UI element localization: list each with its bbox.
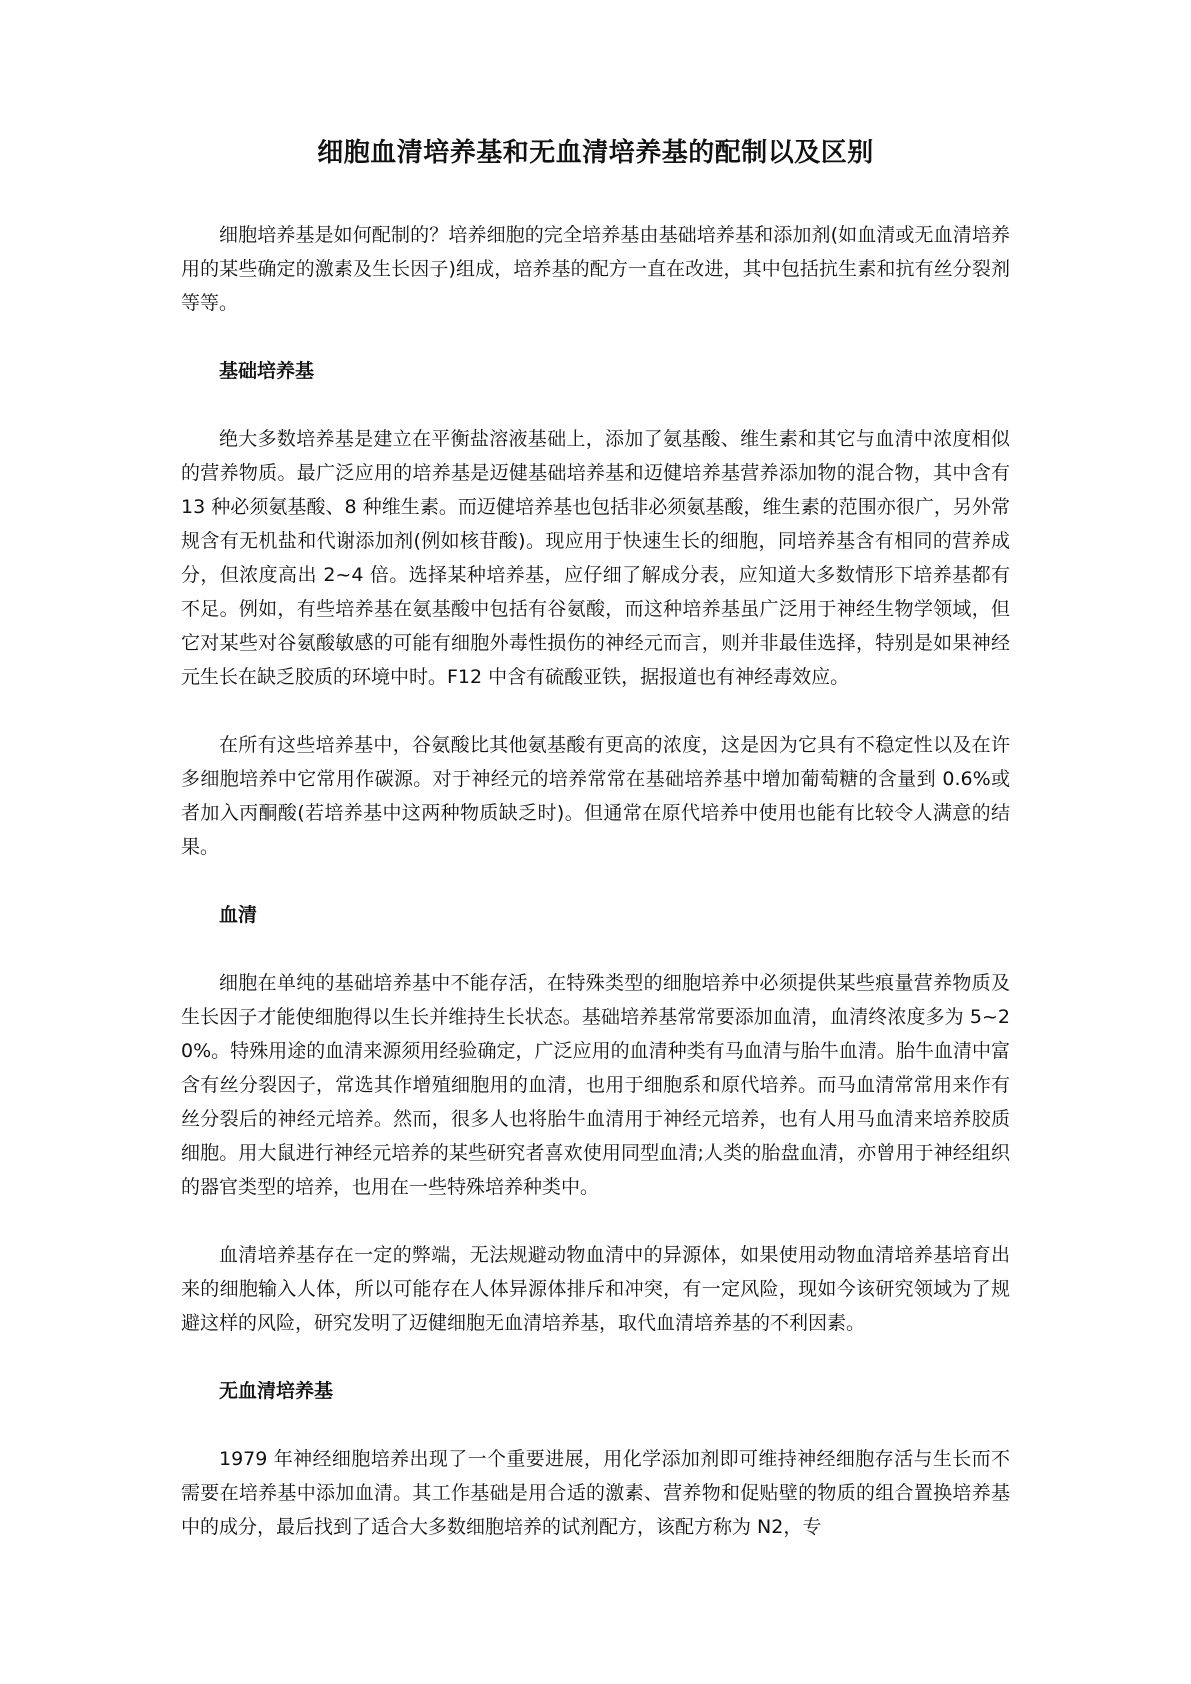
basic-medium-paragraph-1: 绝大多数培养基是建立在平衡盐溶液基础上，添加了氨基酸、维生素和其它与血清中浓度相似的营养物质。最广泛应用的培养基是迈健基础培养基和迈健培养基营养添加物的混合物，其中含有 13 种必须氨基酸、8 种维生素。而迈健培养基也包括非必须氨基酸，维生素的范围亦很广，另外常规含有无机盐和代谢添加剂(例如核苷酸)。现应用于快速生长的细胞，同培养基含有相同的营养成分，但浓度高出 2~4 倍。选择某种培养基，应仔细了解成分表，应知道大多数情形下培养基都有不足。例如，有些培养基在氨基酸中包括有谷氨酸，而这种培养基虽广泛用于神经生物学领域，但它对某些对谷氨酸敏感的可能有细胞外毒性损伤的神经元而言，则并非最佳选择，特别是如果神经元生长在缺乏胶质的环境中时。F12 中含有硫酸亚铁，据报道也有神经毒效应。 bbox=[181, 428, 1010, 688]
serum-free-paragraph-1: 1979 年神经细胞培养出现了一个重要进展，用化学添加剂即可维持神经细胞存活与生长而不需要在培养基中添加血清。其工作基础是用合适的激素、营养物和促贴壁的物质的组合置换培养基中的成分，最后找到了适合大多数细胞培养的试剂配方，该配方称为 N2，专 bbox=[181, 1448, 1010, 1538]
section-heading-serum: 血清 bbox=[219, 904, 258, 926]
basic-medium-paragraph-2: 在所有这些培养基中，谷氨酸比其他氨基酸有更高的浓度，这是因为它具有不稳定性以及在许多细胞培养中它常用作碳源。对于神经元的培养常常在基础培养基中增加葡萄糖的含量到 0.6%或者加入丙酮酸(若培养基中这两种物质缺乏时)。但通常在原代培养中使用也能有比较令人满意的结果。 bbox=[181, 734, 1010, 858]
document-title: 细胞血清培养基和无血清培养基的配制以及区别 bbox=[317, 138, 874, 168]
document-body bbox=[181, 218, 1010, 1544]
intro-paragraph: 细胞培养基是如何配制的？培养细胞的完全培养基由基础培养基和添加剂(如血清或无血清培养用的某些确定的激素及生长因子)组成，培养基的配方一直在改进，其中包括抗生素和抗有丝分裂剂等等。 bbox=[181, 224, 1010, 314]
serum-paragraph-1: 细胞在单纯的基础培养基中不能存活，在特殊类型的细胞培养中必须提供某些痕量营养物质及生长因子才能使细胞得以生长并维持生长状态。基础培养基常常要添加血清，血清终浓度多为 5~20%。特殊用途的血清来源须用经验确定，广泛应用的血清种类有马血清与胎牛血清。胎牛血清中富含有丝分裂因子，常选其作增殖细胞用的血清，也用于细胞系和原代培养。而马血清常常用来作有丝分裂后的神经元培养。然而，很多人也将胎牛血清用于神经元培养，也有人用马血清来培养胶质细胞。用大鼠进行神经元培养的某些研究者喜欢使用同型血清;人类的胎盘血清，亦曾用于神经组织的器官类型的培养，也用在一些特殊培养种类中。 bbox=[181, 972, 1010, 1198]
section-heading-serum-free-medium: 无血清培养基 bbox=[219, 1380, 334, 1402]
serum-paragraph-2: 血清培养基存在一定的弊端，无法规避动物血清中的异源体，如果使用动物血清培养基培育出来的细胞输入人体，所以可能存在人体异源体排斥和冲突，有一定风险，现如今该研究领域为了规避这样的风险，研究发明了迈健细胞无血清培养基，取代血清培养基的不利因素。 bbox=[181, 1244, 1010, 1334]
section-heading-basic-medium: 基础培养基 bbox=[219, 360, 315, 382]
